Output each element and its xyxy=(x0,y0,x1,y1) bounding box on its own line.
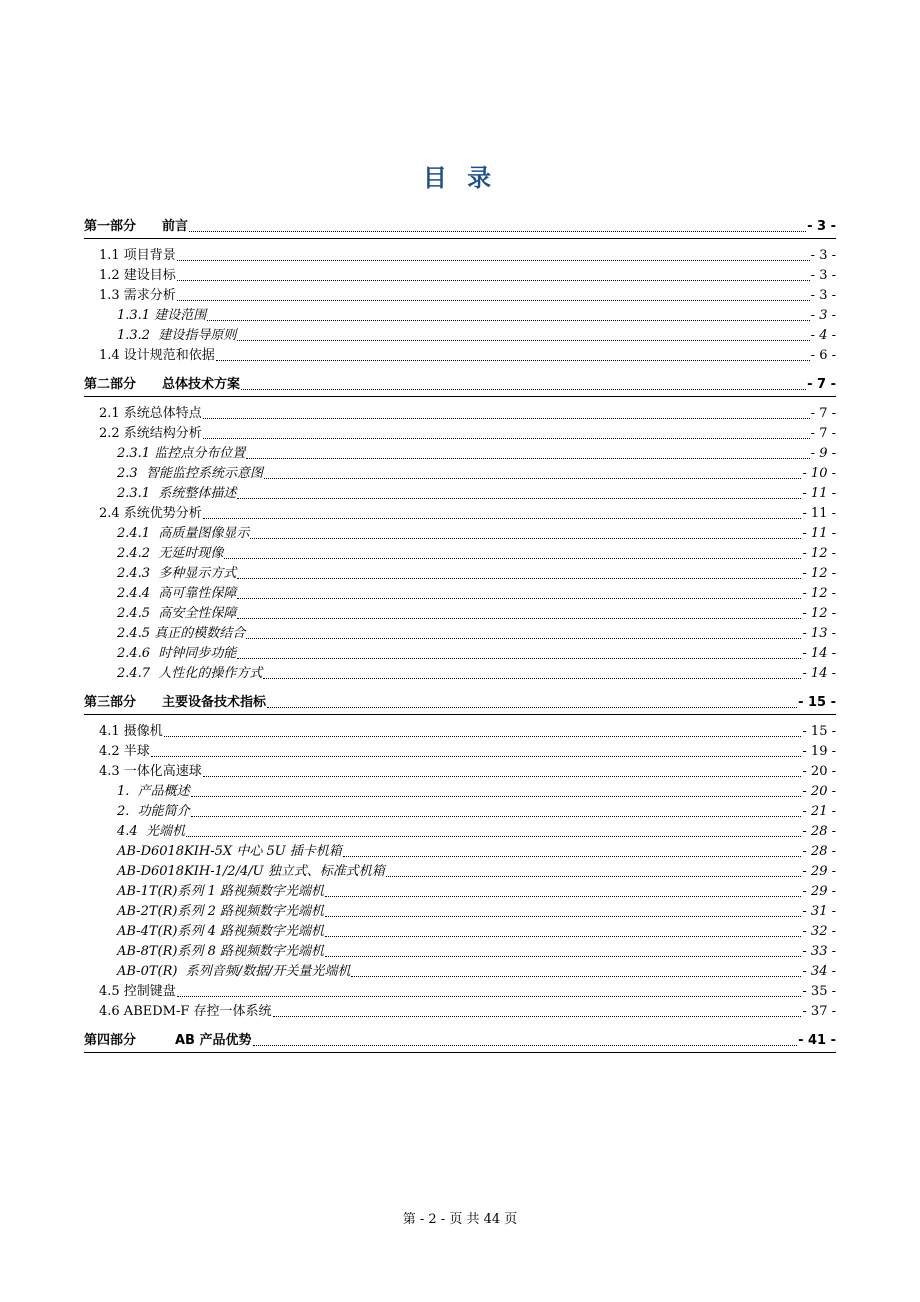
toc-entry[interactable] xyxy=(99,723,836,741)
toc-entry-label: 1.4 设计规范和依据 xyxy=(99,348,215,363)
toc-entry-label: 2. 功能简介 xyxy=(117,804,190,819)
toc-entry-label: 2.4.3 多种显示方式 xyxy=(117,566,237,581)
toc-leader-dots xyxy=(237,339,809,341)
toc-page-number: - 34 - xyxy=(802,964,836,979)
toc-entry[interactable] xyxy=(99,247,836,265)
toc-entry-label: 2.4.2 无延时现像 xyxy=(117,546,224,561)
toc-entry-label: AB-4T(R)系列 4 路视频数字光端机 xyxy=(117,924,324,939)
toc-entry-label: 4.6 ABEDM-F 存控一体系统 xyxy=(99,1004,272,1019)
toc-entry[interactable] xyxy=(99,743,836,761)
toc-page-number: - 32 - xyxy=(802,924,836,939)
part-divider-line xyxy=(84,238,836,239)
toc-page-number: - 15 - xyxy=(802,724,836,739)
toc-leader-dots xyxy=(241,388,806,390)
toc-page-number: - 14 - xyxy=(802,646,836,661)
toc-entry[interactable] xyxy=(117,923,836,941)
toc-leader-dots xyxy=(237,577,801,579)
toc-entry[interactable] xyxy=(117,445,836,463)
toc-entry-label: 4.1 摄像机 xyxy=(99,724,163,739)
toc-entry[interactable] xyxy=(117,485,836,503)
toc-entry-label: 2.4.1 高质量图像显示 xyxy=(117,526,250,541)
toc-entry-label: 4.5 控制键盘 xyxy=(99,984,176,999)
toc-entry-label: 2.4 系统优势分析 xyxy=(99,506,202,521)
toc-page-number: - 15 - xyxy=(798,695,836,710)
toc-entry-label: AB-0T(R) 系列音频/数据/开关量光端机 xyxy=(117,964,351,979)
toc-entry-label: 1. 产品概述 xyxy=(117,784,190,799)
toc-entry[interactable] xyxy=(117,625,836,643)
toc-entry-label: 第四部分 AB 产品优势 xyxy=(84,1033,252,1048)
toc-page-number: - 19 - xyxy=(802,744,836,759)
toc-page-number: - 9 - xyxy=(810,446,836,461)
part-divider-line xyxy=(84,396,836,397)
toc-leader-dots xyxy=(203,437,810,439)
toc-entry-label: 2.1 系统总体特点 xyxy=(99,406,202,421)
toc-entry[interactable] xyxy=(117,585,836,603)
toc-page-number: - 12 - xyxy=(802,566,836,581)
toc-page-number: - 33 - xyxy=(802,944,836,959)
toc-page-number: - 12 - xyxy=(802,546,836,561)
toc-title: 目 录 xyxy=(422,163,498,192)
toc-entry-label: 2.3 智能监控系统示意图 xyxy=(117,466,263,481)
toc-entry-label: 2.4.4 高可靠性保障 xyxy=(117,586,237,601)
toc-leader-dots xyxy=(237,497,801,499)
toc-leader-dots xyxy=(246,457,809,459)
toc-page-number: - 12 - xyxy=(802,586,836,601)
toc-entry-label: 2.2 系统结构分析 xyxy=(99,426,202,441)
toc-entry-label: AB-D6018KIH-1/2/4/U 独立式、标准式机箱 xyxy=(117,864,385,879)
toc-page-number: - 3 - xyxy=(810,268,836,283)
toc-leader-dots xyxy=(263,677,801,679)
toc-entry[interactable] xyxy=(117,545,836,563)
part-divider-line xyxy=(84,1052,836,1053)
toc-page-number: - 29 - xyxy=(802,884,836,899)
toc-entry-label: 2.4.6 时钟同步功能 xyxy=(117,646,237,661)
toc-entry-label: 2.4.5 高安全性保障 xyxy=(117,606,237,621)
toc-leader-dots xyxy=(203,517,802,519)
toc-page-number: - 11 - xyxy=(802,506,836,521)
toc-part-entry[interactable] xyxy=(84,1032,836,1050)
toc-entry[interactable] xyxy=(117,903,836,921)
toc-entry-label: 2.4.7 人性化的操作方式 xyxy=(117,666,263,681)
toc-entry[interactable] xyxy=(99,505,836,523)
toc-leader-dots xyxy=(325,895,801,897)
toc-entry[interactable] xyxy=(117,863,836,881)
toc-page-number: - 11 - xyxy=(802,486,836,501)
toc-leader-dots xyxy=(177,259,810,261)
toc-entry-label: 4.4 光端机 xyxy=(117,824,185,839)
toc-leader-dots xyxy=(267,706,797,708)
toc-entry-label: AB-8T(R)系列 8 路视频数字光端机 xyxy=(117,944,324,959)
toc-entry-label: 第一部分 前言 xyxy=(84,219,189,234)
toc-part-entry[interactable] xyxy=(84,694,836,712)
toc-page-number: - 41 - xyxy=(798,1033,836,1048)
toc-page-number: - 3 - xyxy=(810,308,836,323)
toc-entry[interactable] xyxy=(99,267,836,285)
page-footer: 第 - 2 - 页 共 44 页 xyxy=(402,1212,518,1227)
toc-entry[interactable] xyxy=(117,645,836,663)
toc-entry-label: 1.3.2 建设指导原则 xyxy=(117,328,237,343)
toc-entry[interactable] xyxy=(99,405,836,423)
toc-page-number: - 7 - xyxy=(807,377,836,392)
toc-entry[interactable] xyxy=(117,525,836,543)
toc-leader-dots xyxy=(177,299,810,301)
toc-leader-dots xyxy=(237,597,801,599)
toc-page-number: - 35 - xyxy=(802,984,836,999)
toc-page-number: - 7 - xyxy=(810,426,836,441)
toc-entry[interactable] xyxy=(117,465,836,483)
toc-entry-label: 第二部分 总体技术方案 xyxy=(84,377,241,392)
toc-leader-dots xyxy=(343,855,802,857)
toc-leader-dots xyxy=(351,975,801,977)
toc-entry[interactable] xyxy=(99,287,836,305)
toc-entry[interactable] xyxy=(99,983,836,1001)
toc-page-number: - 31 - xyxy=(802,904,836,919)
toc-entry-label: 2.3.1 监控点分布位置 xyxy=(117,446,246,461)
toc-leader-dots xyxy=(177,279,810,281)
toc-leader-dots xyxy=(237,657,801,659)
toc-entry[interactable] xyxy=(99,1003,836,1021)
toc-leader-dots xyxy=(177,995,802,997)
toc-page-number: - 13 - xyxy=(802,626,836,641)
toc-page-number: - 20 - xyxy=(802,784,836,799)
toc-entry[interactable] xyxy=(117,823,836,841)
toc-entry[interactable] xyxy=(117,565,836,583)
toc-entry-label: 1.1 项目背景 xyxy=(99,248,176,263)
toc-entry[interactable] xyxy=(117,943,836,961)
toc-entry[interactable] xyxy=(117,605,836,623)
toc-leader-dots xyxy=(203,775,802,777)
toc-entry-label: 1.3.1 建设范围 xyxy=(117,308,207,323)
toc-leader-dots xyxy=(250,537,801,539)
toc-page-number: - 4 - xyxy=(810,328,836,343)
toc-entry[interactable] xyxy=(117,783,836,801)
toc-leader-dots xyxy=(253,1044,798,1046)
toc-page-number: - 14 - xyxy=(802,666,836,681)
toc-page-number: - 10 - xyxy=(802,466,836,481)
toc-page-number: - 20 - xyxy=(802,764,836,779)
toc-entry[interactable] xyxy=(117,963,836,981)
toc-entry[interactable] xyxy=(117,327,836,345)
toc-leader-dots xyxy=(191,795,802,797)
toc-leader-dots xyxy=(325,935,801,937)
toc-leader-dots xyxy=(264,477,801,479)
toc-leader-dots xyxy=(189,230,806,232)
toc-page-number: - 3 - xyxy=(807,219,836,234)
toc-leader-dots xyxy=(224,557,801,559)
toc-leader-dots xyxy=(216,359,810,361)
toc-entry-label: 4.3 一体化高速球 xyxy=(99,764,202,779)
toc-page-number: - 12 - xyxy=(802,606,836,621)
toc-entry[interactable] xyxy=(117,803,836,821)
toc-entry[interactable] xyxy=(117,883,836,901)
toc-entry-label: AB-2T(R)系列 2 路视频数字光端机 xyxy=(117,904,324,919)
toc-entry-label: 1.2 建设目标 xyxy=(99,268,176,283)
toc-entry[interactable] xyxy=(99,425,836,443)
toc-leader-dots xyxy=(237,617,801,619)
toc-leader-dots xyxy=(273,1015,802,1017)
toc-page-number: - 3 - xyxy=(810,248,836,263)
toc-entry[interactable] xyxy=(99,763,836,781)
toc-entry[interactable] xyxy=(99,347,836,365)
toc-leader-dots xyxy=(386,875,802,877)
toc-page-number: - 7 - xyxy=(810,406,836,421)
toc-entry-label: 2.3.1 系统整体描述 xyxy=(117,486,237,501)
toc-leader-dots xyxy=(246,637,801,639)
toc-leader-dots xyxy=(191,815,802,817)
toc-entry-label: 1.3 需求分析 xyxy=(99,288,176,303)
toc-entry-label: AB-1T(R)系列 1 路视频数字光端机 xyxy=(117,884,324,899)
toc-leader-dots xyxy=(151,755,802,757)
toc-page-number: - 21 - xyxy=(802,804,836,819)
toc-part-entry[interactable] xyxy=(84,376,836,394)
part-divider-line xyxy=(84,714,836,715)
toc-page-number: - 29 - xyxy=(802,864,836,879)
toc-page-number: - 11 - xyxy=(802,526,836,541)
toc-entry-label: 第三部分 主要设备技术指标 xyxy=(84,695,267,710)
toc-entry[interactable] xyxy=(117,843,836,861)
toc-page-number: - 3 - xyxy=(810,288,836,303)
toc-leader-dots xyxy=(325,915,801,917)
toc-leader-dots xyxy=(325,955,801,957)
toc-entry-label: AB-D6018KIH-5X 中心 5U 插卡机箱 xyxy=(117,844,342,859)
toc-leader-dots xyxy=(203,417,810,419)
toc-entry[interactable] xyxy=(117,665,836,683)
toc-page-number: - 37 - xyxy=(802,1004,836,1019)
toc-leader-dots xyxy=(164,735,802,737)
toc-entry-label: 2.4.5 真正的模数结合 xyxy=(117,626,246,641)
toc-entry[interactable] xyxy=(117,307,836,325)
toc-part-entry[interactable] xyxy=(84,218,836,236)
toc-leader-dots xyxy=(207,319,809,321)
toc-page-number: - 28 - xyxy=(802,844,836,859)
toc-entry-label: 4.2 半球 xyxy=(99,744,150,759)
toc-leader-dots xyxy=(186,835,801,837)
toc-page-number: - 6 - xyxy=(810,348,836,363)
toc-page-number: - 28 - xyxy=(802,824,836,839)
